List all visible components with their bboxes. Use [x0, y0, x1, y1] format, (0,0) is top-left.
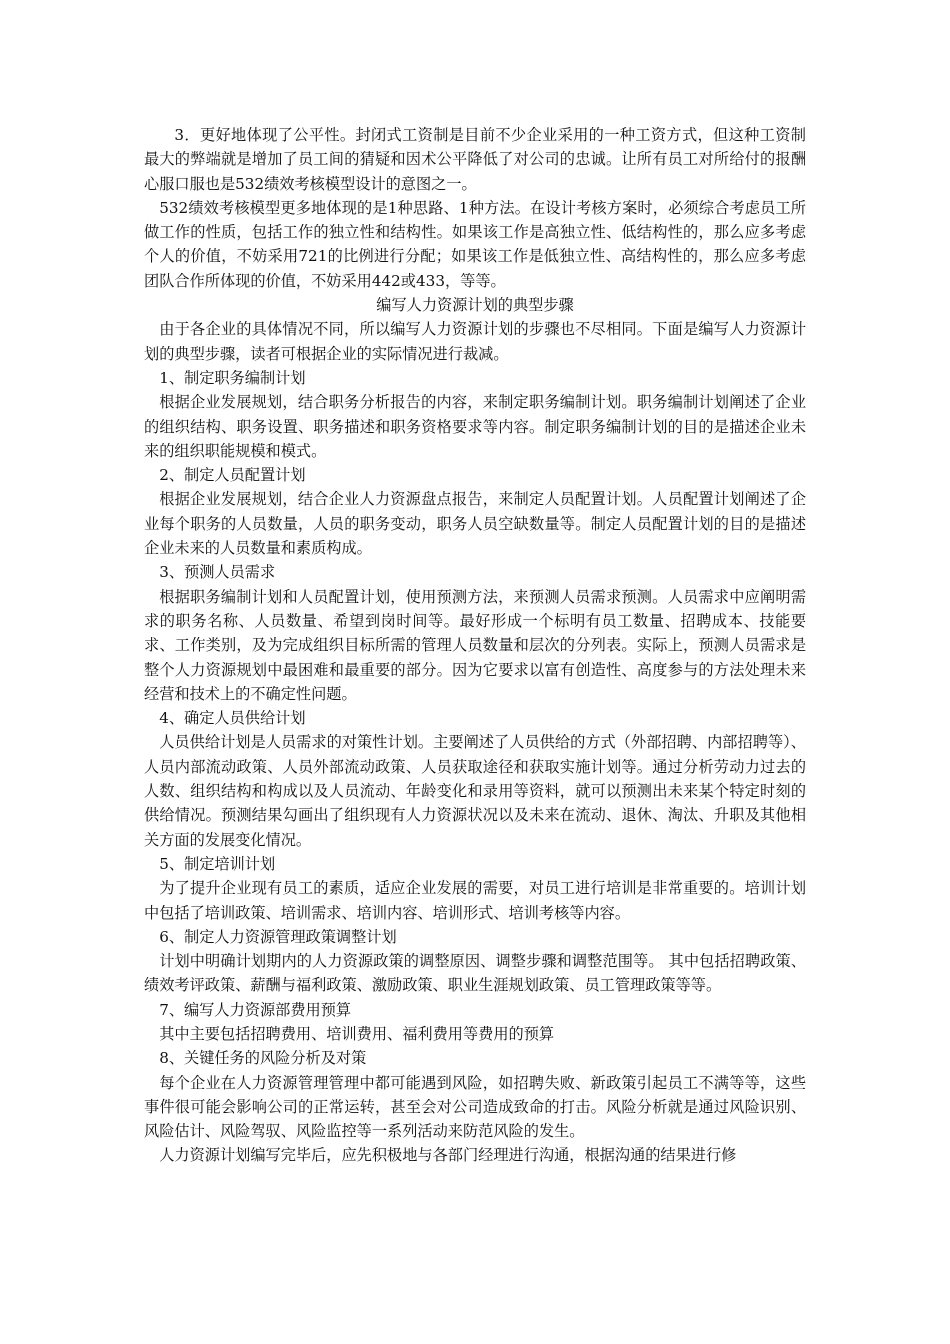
paragraph-532-model: 532绩效考核模型更多地体现的是1种思路、1种方法。在设计考核方案时，必须综合考虑员工所做工作的性质，包括工作的独立性和结构性。如果该工作是高独立性、低结构性的，那么应多考虑个人的价值，不妨采用721的比例进行分配；如果该工作是低独立性、高结构性的，那么应多考虑团队合作所体现的价值，不妨采用442或433，等等。 [144, 198, 806, 290]
paragraph-closing: 人力资源计划编写完毕后，应先积极地与各部门经理进行沟通，根据沟通的结果进行修 [159, 1146, 737, 1165]
step-body-7: 其中主要包括招聘费用、培训费用、福利费用等费用的预算 [159, 1024, 555, 1043]
step-body-2: 根据企业发展规划，结合企业人力资源盘点报告，来制定人员配置计划。人员配置计划阐述了企业每个职务的人员数量，人员的职务变动，职务人员空缺数量等。制定人员配置计划的目的是描述企业未来的人员数量和素质构成。 [144, 490, 806, 558]
step-heading-6: 6、制定人力资源管理政策调整计划 [159, 927, 397, 946]
step-body-5: 为了提升企业现有员工的素质，适应企业发展的需要，对员工进行培训是非常重要的。培训计划中包括了培训政策、培训需求、培训内容、培训形式、培训考核等内容。 [144, 879, 806, 922]
paragraph-fairness: 3．更好地体现了公平性。封闭式工资制是目前不少企业采用的一种工资方式，但这种工资制最大的弊端就是增加了员工间的猜疑和因术公平降低了对公司的忠诚。让所有员工对所给付的报酬心服口服也是532绩效考核模型设计的意图之一。 [144, 126, 806, 193]
step-body-3: 根据职务编制计划和人员配置计划，使用预测方法，来预测人员需求预测。人员需求中应阐明需求的职务名称、人员数量、希望到岗时间等。最好形成一个标明有员工数量、招聘成本、技能要求、工作类别，及为完成组织目标所需的管理人员数量和层次的分列表。实际上，预测人员需求是整个人力资源规划中最困难和最重要的部分。因为它要求以富有创造性、高度参与的方法处理未来经营和技术上的不确定性问题。 [144, 587, 806, 703]
step-heading-8: 8、关键任务的风险分析及对策 [159, 1049, 367, 1068]
paragraph-intro: 由于各企业的具体情况不同，所以编写人力资源计划的步骤也不尽相同。下面是编写人力资源计划的典型步骤，读者可根据企业的实际情况进行裁减。 [144, 320, 806, 363]
section-title: 编写人力资源计划的典型步骤 [376, 296, 574, 315]
step-heading-7: 7、编写人力资源部费用预算 [159, 1000, 352, 1019]
step-body-1: 根据企业发展规划，结合职务分析报告的内容，来制定职务编制计划。职务编制计划阐述了企业的组织结构、职务设置、职务描述和职务资格要求等内容。制定职务编制计划的目的是描述企业未来的组织职能规模和模式。 [144, 393, 806, 460]
document-body [144, 123, 806, 1168]
step-body-4: 人员供给计划是人员需求的对策性计划。主要阐述了人员供给的方式（外部招聘、内部招聘等）、人员内部流动政策、人员外部流动政策、人员获取途径和获取实施计划等。通过分析劳动力过去的人数、组织结构和构成以及人员流动、年龄变化和录用等资料，就可以预测出未来某个特定时刻的供给情况。预测结果勾画出了组织现有人力资源状况以及未来在流动、退休、淘汰、升职及其他相关方面的发展变化情况。 [144, 733, 806, 849]
step-heading-3: 3、预测人员需求 [159, 563, 276, 582]
step-body-6: 计划中明确计划期内的人力资源政策的调整原因、调整步骤和调整范围等。 其中包括招聘政策、绩效考评政策、薪酬与福利政策、激励政策、职业生涯规划政策、员工管理政策等等。 [144, 952, 806, 995]
step-heading-4: 4、确定人员供给计划 [159, 709, 306, 728]
step-body-8: 每个企业在人力资源管理管理中都可能遇到风险，如招聘失败、新政策引起员工不满等等，这些事件很可能会影响公司的正常运转，甚至会对公司造成致命的打击。风险分析就是通过风险识别、风险估计、风险驾驭、风险监控等一系列活动来防范风险的发生。 [144, 1073, 806, 1141]
step-heading-1: 1、制定职务编制计划 [159, 368, 306, 387]
step-heading-2: 2、制定人员配置计划 [159, 466, 306, 485]
step-heading-5: 5、制定培训计划 [159, 854, 276, 873]
